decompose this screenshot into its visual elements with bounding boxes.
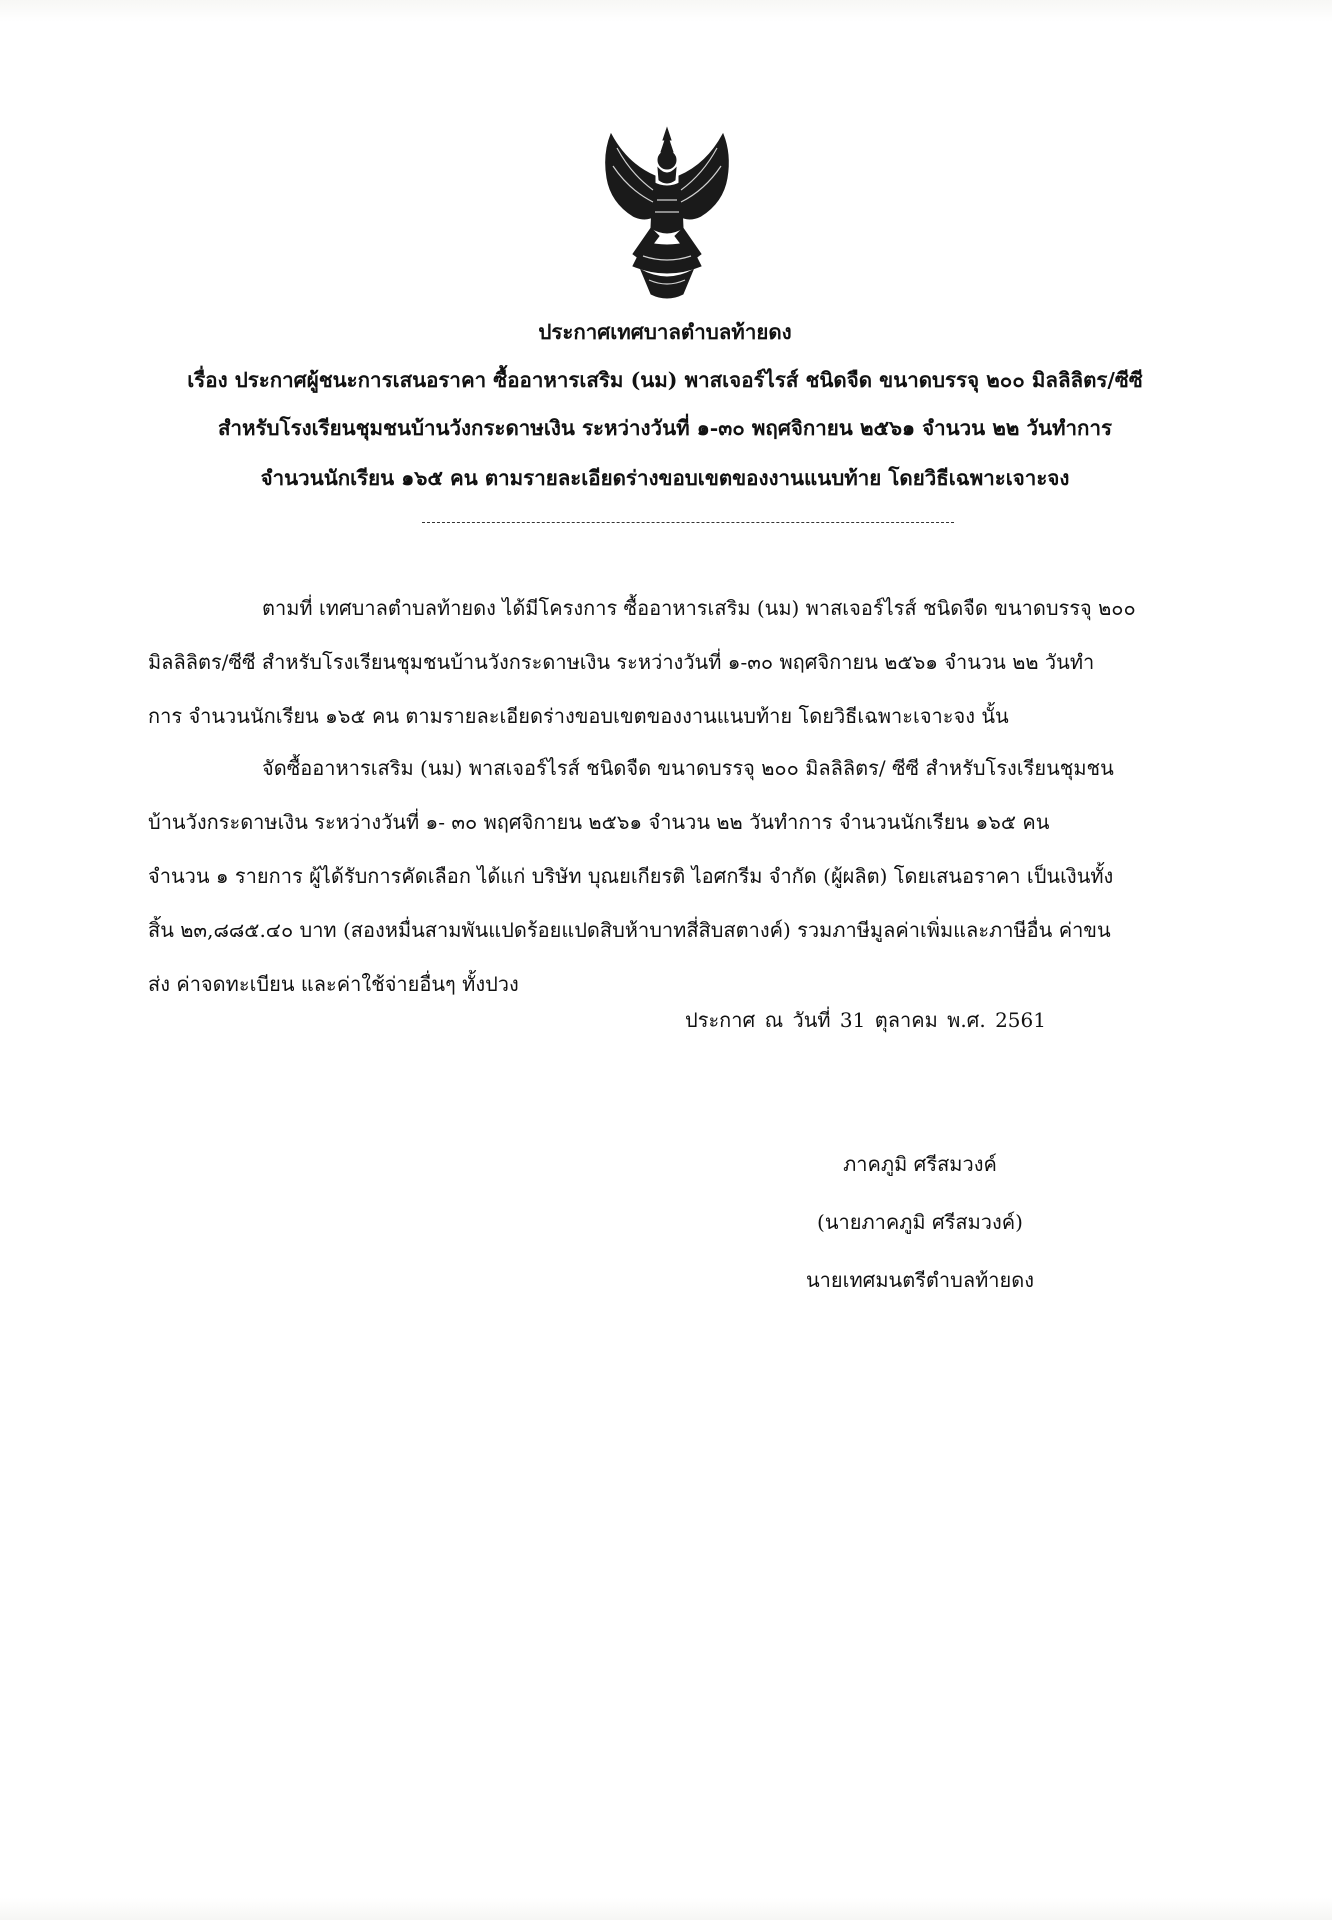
document-subject-line-2: สำหรับโรงเรียนชุมชนบ้านวังกระดาษเงิน ระหว่างวันที่ ๑-๓๐ พฤศจิกายน ๒๕๖๑ จำนวน ๒๒ วันทำการ	[218, 416, 1112, 440]
signature-name: ภาคภูมิ ศรีสมวงค์	[843, 1152, 997, 1176]
announcement-date: ประกาศ ณ วันที่ 31 ตุลาคม พ.ศ. 2561	[685, 1008, 1046, 1032]
paragraph-2-line-3: จำนวน ๑ รายการ ผู้ได้รับการคัดเลือก ได้แก่ บริษัท บุณยเกียรติ ไอศกรีม จำกัด (ผู้ผลิต) โดยเสนอราคา เป็นเงินทั้ง	[148, 864, 1114, 888]
paragraph-1-line-1: ตามที่ เทศบาลตำบลท้ายดง ได้มีโครงการ ซื้ออาหารเสริม (นม) พาสเจอร์ไรส์ ชนิดจืด ขนาดบรรจุ ๒๐๐	[262, 596, 1136, 620]
paragraph-1-line-3: การ จำนวนนักเรียน ๑๖๕ คน ตามรายละเอียดร่างขอบเขตของงานแนบท้าย โดยวิธีเฉพาะเจาะจง นั้น	[148, 704, 1009, 728]
signatory-full-name: (นายภาคภูมิ ศรีสมวงค์)	[817, 1210, 1023, 1234]
garuda-emblem-icon	[597, 124, 737, 302]
document-subject-line-3: จำนวนนักเรียน ๑๖๕ คน ตามรายละเอียดร่างขอบเขตของงานแนบท้าย โดยวิธีเฉพาะเจาะจง	[260, 466, 1070, 490]
paragraph-2-line-2: บ้านวังกระดาษเงิน ระหว่างวันที่ ๑- ๓๐ พฤศจิกายน ๒๕๖๑ จำนวน ๒๒ วันทำการ จำนวนนักเรียน ๑๖๕ คน	[148, 810, 1050, 834]
signatory-position: นายเทศมนตรีตำบลท้ายดง	[806, 1268, 1034, 1292]
document-issuer-title: ประกาศเทศบาลตำบลท้ายดง	[538, 320, 792, 344]
document-subject-line-1: เรื่อง ประกาศผู้ชนะการเสนอราคา ซื้ออาหารเสริม (นม) พาสเจอร์ไรส์ ชนิดจืด ขนาดบรรจุ ๒๐๐ มิลลิลิตร/ซีซี	[187, 368, 1143, 392]
paragraph-1-line-2: มิลลิลิตร/ซีซี สำหรับโรงเรียนชุมชนบ้านวังกระดาษเงิน ระหว่างวันที่ ๑-๓๐ พฤศจิกายน ๒๕๖๑ จำนวน ๒๒ วันทำ	[148, 650, 1095, 674]
paragraph-2-line-1: จัดซื้ออาหารเสริม (นม) พาสเจอร์ไรส์ ชนิดจืด ขนาดบรรจุ ๒๐๐ มิลลิลิตร/ ซีซี สำหรับโรงเรียนชุมชน	[262, 756, 1114, 780]
paragraph-2-line-5: ส่ง ค่าจดทะเบียน และค่าใช้จ่ายอื่นๆ ทั้งปวง	[148, 972, 519, 996]
header-divider	[422, 522, 954, 523]
paragraph-2-line-4: สิ้น ๒๓,๘๘๕.๔๐ บาท (สองหมื่นสามพันแปดร้อยแปดสิบห้าบาทสี่สิบสตางค์) รวมภาษีมูลค่าเพิ่มและภาษีอื่น ค่าขน	[148, 918, 1111, 942]
